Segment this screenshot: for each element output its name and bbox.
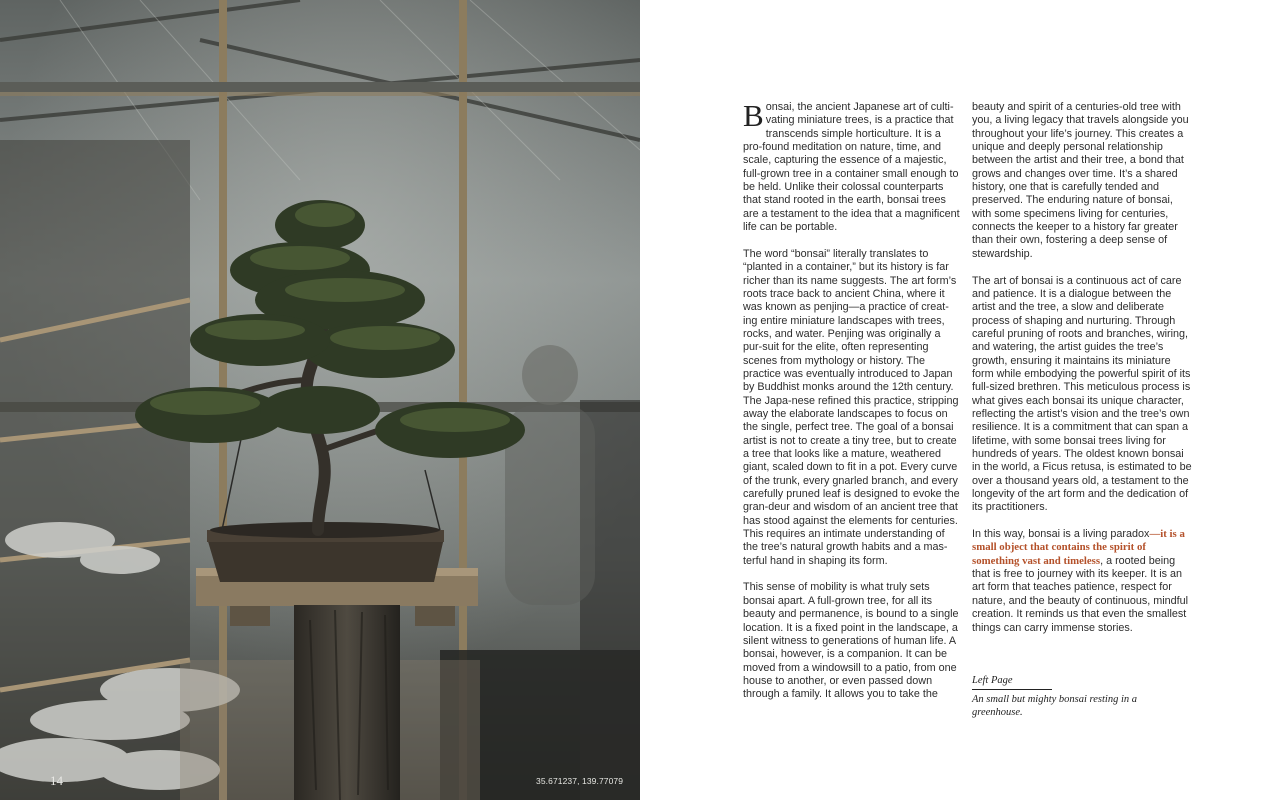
highlighted-quote: —it is a small object that contains the spirit of something vast and timeless — [972, 528, 1185, 567]
article-paragraph: The word “bonsai” literally translates to “planted in a container,” but its history is far richer than its name suggests. The art form’s roots trace back to ancient China, where it was known as penjing—a practice of creat-ing entire miniature landscapes with trees, rocks, and water. Penjing was originally a pur-suit for the elite, often representing scenes from mythology or history. The practice was eventually introduced to Japan by Buddhist monks around the 12th century. The Japa-nese refined this practice, stripping away the elaborate landscapes to focus on the single, perfect tree. The goal of a bonsai artist is not to create a tiny tree, but to create a tree that looks like a mature, weathered giant, scaled down to fit in a pot. Every curve of the trunk, every gnarled branch, and every carefully pruned leaf is designed to evoke the gran-deur and wisdom of an ancient tree that has stood against the elements for centuries. This requires an intimate understanding of the tree’s natural growth habits and a mas-terful hand in shaping its form. — [743, 247, 960, 567]
page-number: 14 — [50, 773, 63, 788]
paragraph-text: , a rooted being that is free to journey with its keeper. It is an art form that teaches patience, respect for nature, and the beauty of continuous, mindful creation. It reminds us that even the smallest things can carry immense stories. — [972, 554, 1189, 634]
article-column-2 — [972, 101, 1194, 648]
paragraph-text: onsai, the ancient Japanese art of culti-vating miniature trees, is a practice that transcends simple horticulture. It is a pro-found meditation on nature, time, and scale, capturing the essence of a majestic, full-grown tree in a container small enough to be held. Unlike their colossal counterparts that stand rooted in the earth, bonsai trees are a testament to the idea that a magnificent life can be portable. — [743, 101, 960, 234]
location-coordinates: 35.671237, 139.77079 — [536, 776, 624, 786]
article-paragraph: The art of bonsai is a continuous act of care and patience. It is a dialogue between the artist and the tree, a slow and deliberate process of shaping and nurturing. Through careful pruning of roots and branches, wiring, and watering, the artist guides the tree’s growth, ensuring it maintains its miniature form while embodying the powerful spirit of its full-sized brethren. This meticulous process is what gives each bonsai its unique character, reflecting the artist’s vision and the tree’s own resilience. It is a commitment that can span a lifetime, with some bonsai trees living for hundreds of years. The oldest known bonsai in the world, a Ficus retusa, is estimated to be over a thousand years old, a testament to the longevity of the art form and the dedication of its practitioners. — [972, 274, 1192, 514]
paragraph-text: In this way, bonsai is a living paradox — [972, 528, 1150, 541]
caption-label: Left Page — [972, 675, 1052, 690]
article-paragraph: This sense of mobility is what truly sets bonsai apart. A full-grown tree, for all its beauty and permanence, is bound to a single location. It is a fixed point in the landscape, a silent witness to generations of human life. A bonsai, however, is a companion. It can be moved from a windowsill to a patio, from one house to another, or even passed down through a family. It allows you to take the — [743, 581, 959, 701]
photo-caption — [972, 675, 1172, 719]
article-paragraph — [972, 528, 1194, 635]
right-page-article — [640, 0, 1280, 800]
article-paragraph: beauty and spirit of a centuries-old tree with you, a living legacy that travels alongside you throughout your life’s journey. This creates a unique and deeply personal relationship between the artist and their tree, a bond that grows and changes over time. It’s a shared history, one that is carefully tended and preserved. The enduring nature of bonsai, with some specimens living for centuries, connects the keeper to a history far greater than their own, fostering a deep sense of stewardship. — [972, 101, 1189, 260]
article-paragraph — [743, 98, 961, 234]
caption-text: An small but mighty bonsai resting in a greenhouse. — [972, 694, 1137, 718]
drop-cap: B — [743, 98, 764, 133]
article-column-1 — [743, 98, 961, 715]
